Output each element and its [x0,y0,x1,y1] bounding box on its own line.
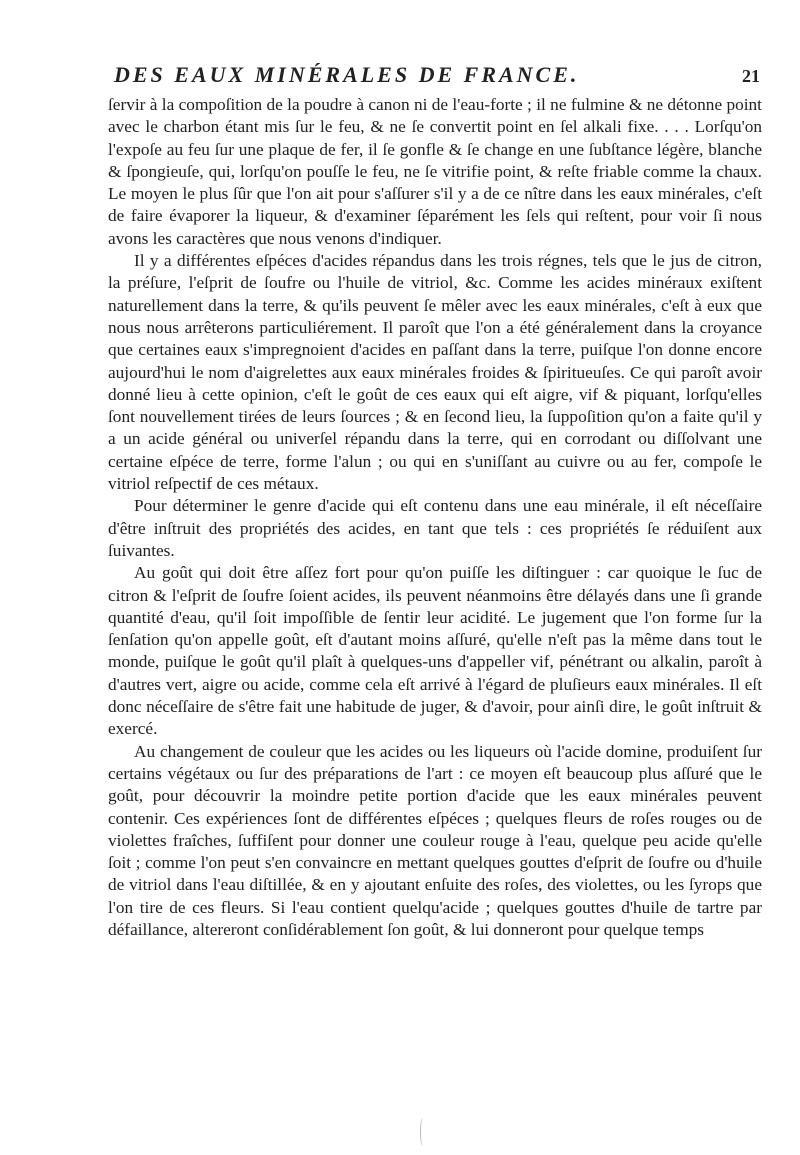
body-text [108,94,762,941]
running-header [114,62,762,88]
paragraph-gout: Au goût qui doit être aſſez fort pour qu'on puiſſe les diſtinguer : car quoique le ſuc de citron & l'eſprit de ſoufre ſoient acides, ils peuvent néanmoins être délayés dans une ſi grande quantité d'eau, qu'il ſoit impoſſible de ſentir leur acidité. Le jugement que l'on forme ſur la ſenſation qu'on appelle goût, eſt d'autant moins aſſuré, qu'elle n'eſt pas la même dans tout le monde, puiſque le goût qu'il plaît à quelques-uns d'appeller vif, pénétrant ou alkalin, paroît à d'autres vert, aigre ou acide, comme cela eſt arrivé à l'égard de pluſieurs eaux minérales. Il eſt donc néceſſaire de s'être fait une habitude de juger, & d'avoir, pour ainſi dire, le goût inſtruit & exercé. [108,563,762,739]
paragraph-acides: Il y a différentes eſpéces d'acides répandus dans les trois régnes, tels que le jus de citron, la préſure, l'eſprit de ſoufre ou l'huile de vitriol, &c. Comme les acides minéraux exiſtent naturellement dans la terre, & qu'ils peuvent ſe mêler avec les eaux minérales, c'eſt à eux que nous nous arrêterons particuliérement. Il paroît que l'on a été généralement dans la croyance que certaines eaux s'impregnoient d'acides en paſſant dans la terre, puiſque l'on donne encore aujourd'hui le nom d'aigrelettes aux eaux minérales froides & ſpiritueuſes. Ce qui paroît avoir donné lieu à cette opinion, c'eſt le goût de ces eaux qui eſt aigre, vif & piquant, lorſqu'elles ſont nouvellement tirées de leurs ſources ; & en ſecond lieu, la ſuppoſition qu'on a faite qu'il y a un acide général ou univerſel répandu dans la terre, qui en corrodant ou diſſolvant une certaine eſpéce de terre, forme l'alun ; ou qui en s'uniſſant au cuivre ou au fer, compoſe le vitriol reſpectif de ces métaux. [108,251,762,494]
paragraph-continued: ſervir à la compoſition de la poudre à canon ni de l'eau-forte ; il ne fulmine & ne détonne point avec le charbon étant mis ſur le feu, & ne ſe convertit point en ſel alkali fixe. . . . Lorſqu'on l'expoſe au feu ſur une plaque de fer, il ſe gonfle & ſe change en une ſubſtance légère, blanche & ſpongieuſe, qui, lorſqu'on pouſſe le feu, ne ſe vitrifie point, & reſte friable comme la chaux. Le moyen le plus ſûr que l'on ait pour s'aſſurer s'il y a de ce nître dans les eaux minérales, c'eſt de faire évaporer la liqueur, & d'examiner ſéparément les ſels qui reſtent, pour voir ſi nous avons les caractères que nous venons d'indiquer. [108,95,762,248]
paragraph-proprietes: Pour déterminer le genre d'acide qui eſt contenu dans une eau minérale, il eſt néceſſaire d'être inſtruit des propriétés des acides, en tant que tels : ces propriétés ſe réduiſent aux ſuivantes. [108,496,762,560]
ink-mark [420,1118,425,1146]
running-title: DES EAUX MINÉRALES DE FRANCE. [114,62,580,87]
paragraph-couleur: Au changement de couleur que les acides ou les liqueurs où l'acide domine, produiſent ſur certains végétaux ou ſur des préparations de l'art : ce moyen eſt beaucoup plus aſſuré que le goût, pour découvrir la moindre petite portion d'acide que les eaux minérales peuvent contenir. Ces expériences ſont de différentes eſpéces ; quelques fleurs de roſes rouges ou de violettes fraîches, ſuffiſent pour donner une couleur rouge à l'eau, quelque peu acide qu'elle ſoit ; comme l'on peut s'en convaincre en mettant quelques gouttes d'eſprit de ſoufre ou d'huile de vitriol dans l'eau diſtillée, & en y ajoutant enſuite des roſes, des violettes, ou les ſyrops que l'on tire de ces fleurs. Si l'eau contient quelqu'acide ; quelques gouttes d'huile de tartre par défaillance, altereront conſidérablement ſon goût, & lui donneront pour quelque temps [108,741,762,939]
page-number: 21 [742,66,760,86]
